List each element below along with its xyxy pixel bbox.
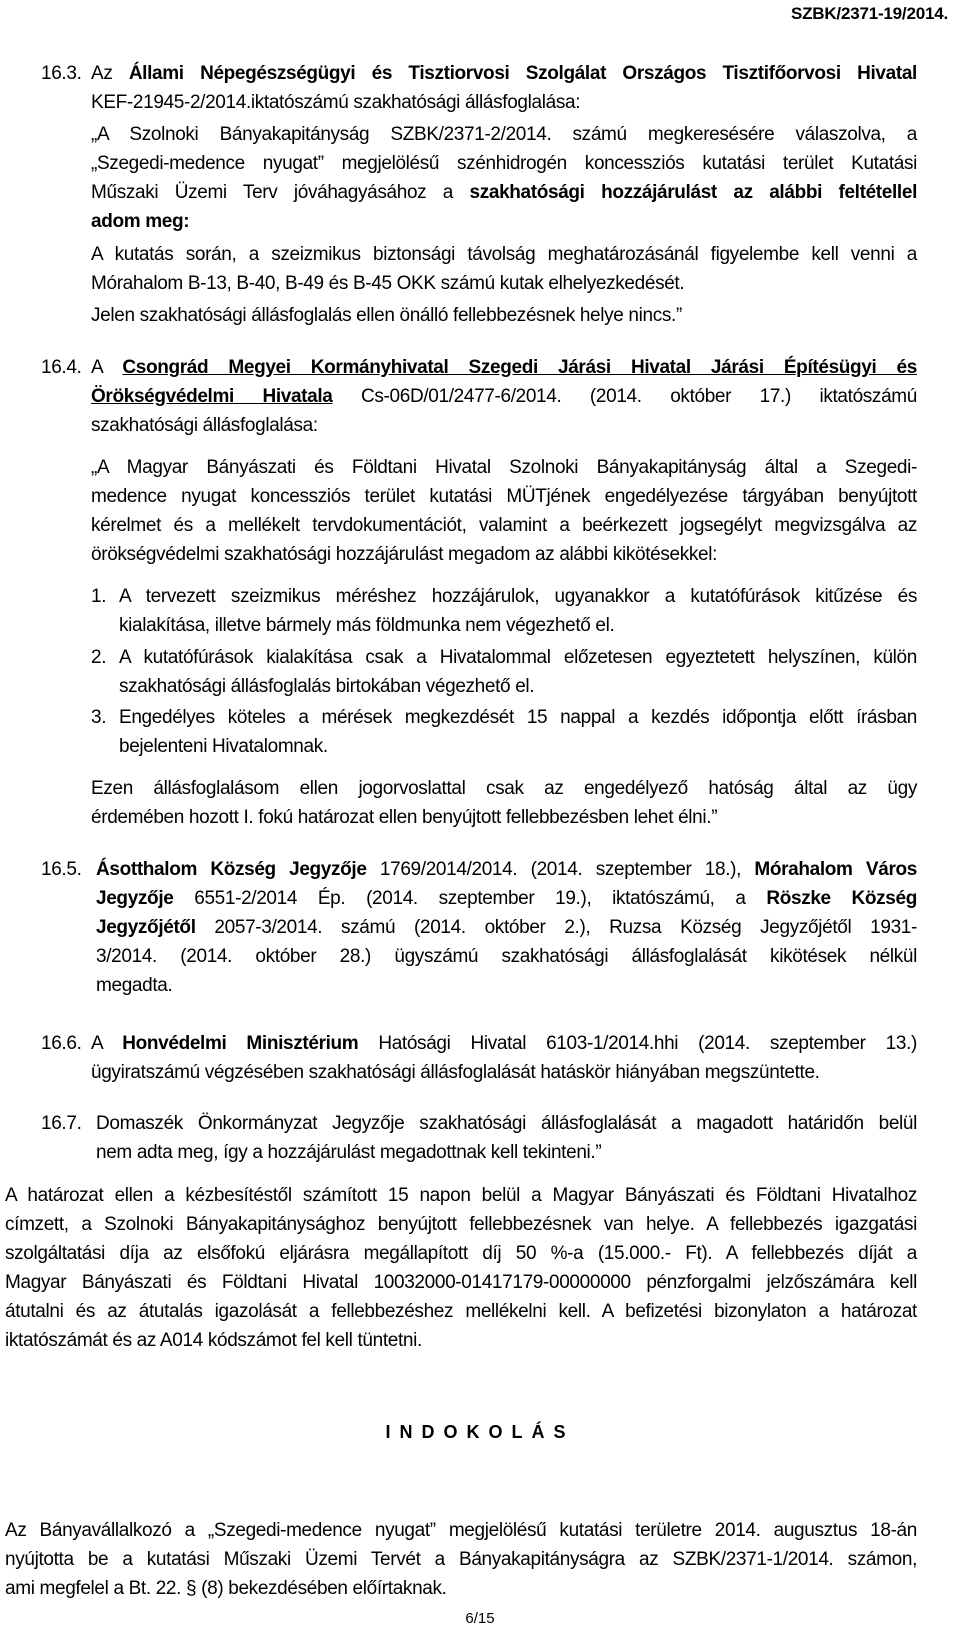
list-item-number: 2. [91,647,107,668]
section-16-5-line: megadta. [96,975,173,996]
quote-line: A kutatás során, a szeizmikus biztonsági távolság meghatározásánál figyelembe kell venni a [91,244,917,265]
section-16-5-line: Jegyzője 6551-2/2014 Ép. (2014. szeptember 19.), iktatószámú, a Röszke Község [96,888,917,909]
section-16-3-line: KEF-21945-2/2014.iktatószámú szakhatósági állásfoglalása: [91,92,581,113]
reasoning-paragraph-line: ami megfelel a Bt. 22. § (8) bekezdésében előírtaknak. [5,1578,447,1599]
list-item-number: 3. [91,707,107,728]
quote-line: Mórahalom B-13, B-40, B-49 és B-45 OKK számú kutak elhelyezkedését. [91,273,685,294]
section-16-4-line: A Csongrád Megyei Kormányhivatal Szegedi Járási Hivatal Járási Építésügyi és [91,357,917,378]
section-number: 16.4. [41,357,82,378]
quote-line: kérelmet és a mellékelt tervdokumentációt, valamint a beérkezett jogsegélyt megvizsgálva az [91,515,917,536]
section-16-5-line: 3/2014. (2014. október 28.) ügyszámú szakhatósági állásfoglalását kikötések nélkül [96,946,917,967]
quote-line: medence nyugat koncessziós terület kutatási MÜTjének engedélyezése tárgyában benyújtott [91,486,917,507]
quote-line: Műszaki Üzemi Terv jóváhagyásához a szakhatósági hozzájárulást az alábbi feltétellel [91,182,917,203]
quote-line: „A Szolnoki Bányakapitányság SZBK/2371-2/2014. számú megkeresésére válaszolva, a [91,124,917,145]
quote-line: adom meg: [91,211,190,232]
appeal-paragraph-line: Magyar Bányászati és Földtani Hivatal 10032000-01417179-00000000 pénzforgalmi jelzőszámára kell [5,1272,917,1293]
list-item: A kutatófúrások kialakítása csak a Hivatalommal előzetesen egyeztetett helyszínen, külön [119,647,917,668]
section-16-7-line: Domaszék Önkormányzat Jegyzője szakhatósági állásfoglalását a magadott határidőn belül [96,1113,917,1134]
authority-name: Állami Népegészségügyi és Tisztiorvosi Szolgálat Országos Tisztifőorvosi Hivatal [128,63,917,84]
list-item: kialakítása, illetve bármely más földmunka nem végezhető el. [119,615,615,636]
quote-line: érdemében hozott I. fokú határozat ellen benyújtott fellebbezésben lehet élni.” [91,807,718,828]
section-16-6-line: A Honvédelmi Minisztérium Hatósági Hivatal 6103-1/2014.hhi (2014. szeptember 13.) [91,1033,917,1054]
quote-line: Jelen szakhatósági állásfoglalás ellen önálló fellebbezésnek helye nincs.” [91,305,682,326]
appeal-paragraph-line: A határozat ellen a kézbesítéstől számított 15 napon belül a Magyar Bányászati és Földtani Hivatalhoz [5,1185,917,1206]
section-16-5-line: Ásotthalom Község Jegyzője 1769/2014/2014. (2014. szeptember 18.), Mórahalom Város [96,859,917,880]
section-number: 16.5. [41,859,82,880]
list-item: Engedélyes köteles a mérések megkezdését 15 nappal a kezdés időpontja előtt írásban [119,707,917,728]
appeal-paragraph-line: iktatószámát és az A014 kódszámot fel kell tüntetni. [5,1330,422,1351]
section-number: 16.3. [41,63,82,84]
section-16-7-line: nem adta meg, így a hozzájárulást megadottnak kell tekinteni.” [96,1142,602,1163]
section-number: 16.6. [41,1033,82,1054]
appeal-paragraph-line: címzett, a Szolnoki Bányakapitánysághoz benyújtott fellebbezésnek van helye. A fellebbezés igazgatási [5,1214,917,1235]
quote-line: „A Magyar Bányászati és Földtani Hivatal Szolnoki Bányakapitányság által a Szegedi- [91,457,917,478]
appeal-paragraph-line: szolgáltatási díja az elsőfokú eljárásra megállapított díj 50 %-a (15.000.- Ft). A fellebbezés díját a [5,1243,917,1264]
list-item: szakhatósági állásfoglalás birtokában végezhető el. [119,676,535,697]
quote-line: Ezen állásfoglalásom ellen jogorvoslattal csak az engedélyező hatóság által az ügy [91,778,917,799]
document-reference: SZBK/2371-19/2014. [790,4,948,23]
reasoning-paragraph-line: nyújtotta be a kutatási Műszaki Üzemi Tervét a Bányakapitányságra az SZBK/2371-1/2014. számon, [5,1549,917,1570]
section-16-4-line: szakhatósági állásfoglalása: [91,415,318,436]
appeal-paragraph-line: átutalni és az átutalás igazolását a fellebbezéshez mellékelni kell. A befizetési bizonylaton a határozat [5,1301,917,1322]
page-number: 6/15 [465,1610,495,1627]
list-item-number: 1. [91,586,107,607]
section-heading: INDOKOLÁS [385,1422,575,1442]
list-item: A tervezett szeizmikus méréshez hozzájárulok, ugyanakkor a kutatófúrások kitűzése és [119,586,917,607]
section-16-4-line: Örökségvédelmi Hivatala Cs-06D/01/2477-6/2014. (2014. október 17.) iktatószámú [91,386,917,407]
reasoning-paragraph-line: Az Bányavállalkozó a „Szegedi-medence nyugat” megjelölésű kutatási területre 2014. augusztus 18-án [5,1520,917,1541]
section-number: 16.7. [41,1113,82,1134]
authority-name: Csongrád Megyei Kormányhivatal Szegedi Járási Hivatal Járási Építésügyi és [122,357,917,378]
section-16-6-line: ügyiratszámú végzésében szakhatósági állásfoglalását hatáskör hiányában megszüntette. [91,1062,820,1083]
list-item: bejelenteni Hivatalomnak. [119,736,328,757]
section-16-5-line: Jegyzőjétől 2057-3/2014. számú (2014. október 2.), Ruzsa Község Jegyzőjétől 1931- [96,917,917,938]
quote-line: örökségvédelmi szakhatósági hozzájárulást megadom az alábbi kikötésekkel: [91,544,718,565]
quote-line: „Szegedi-medence nyugat” megjelölésű szénhidrogén koncessziós kutatási terület Kutatási [91,153,917,174]
section-16-3-line: Az Állami Népegészségügyi és Tisztiorvosi Szolgálat Országos Tisztifőorvosi Hivatal [91,63,917,84]
